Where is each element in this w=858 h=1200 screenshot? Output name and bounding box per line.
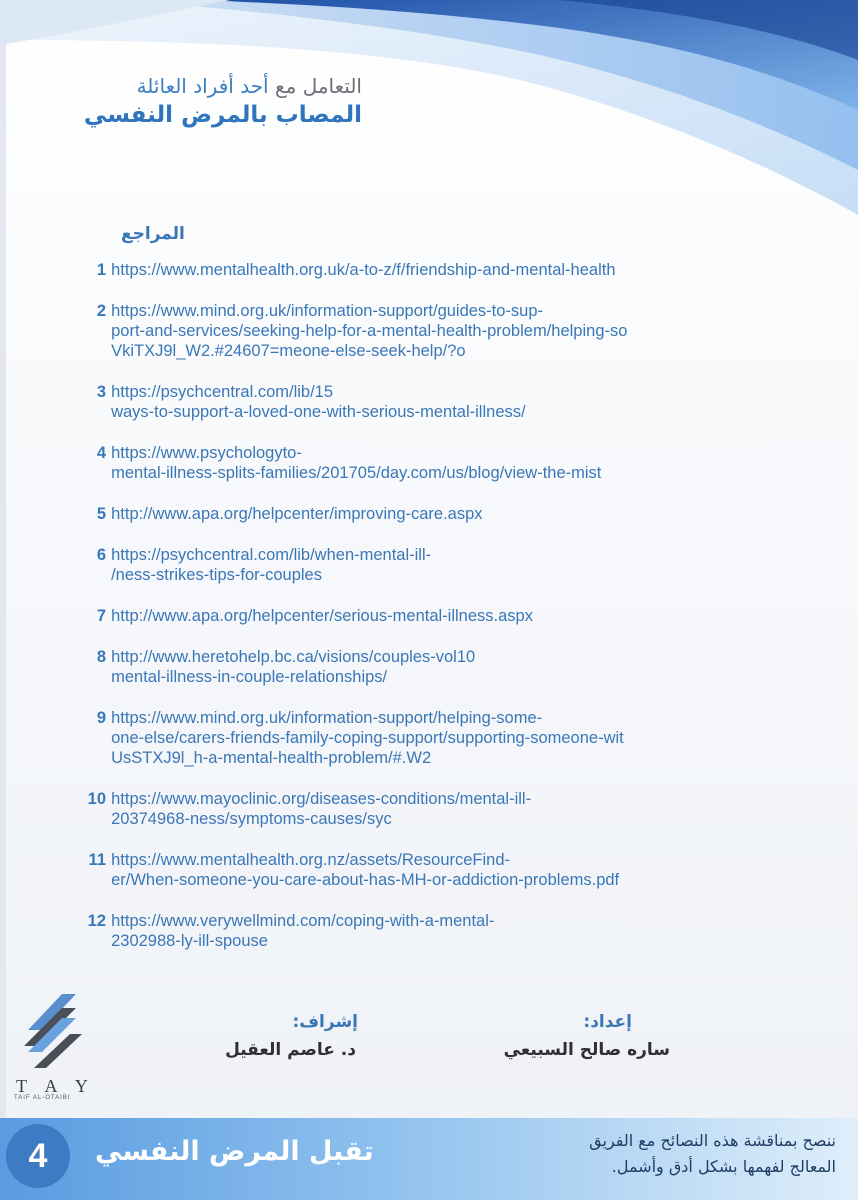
reference-link-line[interactable]: 20374968-ness/symptoms-causes/syc: [111, 810, 392, 828]
logo-letters: TAY: [16, 1076, 107, 1096]
reference-item: [84, 850, 804, 890]
reference-link-line[interactable]: http://www.heretohelp.bc.ca/visions/couples-vol10: [111, 648, 476, 666]
reference-link-line[interactable]: http://www.apa.org/helpcenter/serious-mental-illness.aspx: [111, 607, 533, 625]
reference-link-line[interactable]: https://psychcentral.com/lib/when-mental-ill-: [111, 546, 432, 564]
reference-link-line[interactable]: port-and-services/seeking-help-for-a-mental-health-problem/helping-so: [111, 322, 628, 340]
reference-link-line[interactable]: one-else/carers-friends-family-coping-support/supporting-someone-wit: [111, 729, 624, 747]
reference-link-line[interactable]: er/When-someone-you-care-about-has-MH-or-addiction-problems.pdf: [111, 871, 620, 889]
tay-logo: [14, 990, 107, 1101]
reference-link[interactable]: [111, 606, 533, 626]
reference-link[interactable]: [111, 911, 494, 951]
header-subtitle-part1: التعامل مع: [274, 74, 362, 98]
reference-number: 7: [96, 607, 106, 625]
reference-item: [84, 708, 804, 768]
reference-link-line[interactable]: https://www.mayoclinic.org/diseases-conditions/mental-ill-: [111, 790, 532, 808]
reference-number: 12: [87, 912, 106, 930]
document-header: [84, 74, 362, 128]
reference-number: 4: [96, 444, 106, 462]
reference-link-line[interactable]: https://www.mind.org.uk/information-support/guides-to-sup-: [111, 302, 544, 320]
footer-advice-line1: ننصح بمناقشة هذه النصائح مع الفريق: [589, 1131, 836, 1150]
reference-link-line[interactable]: https://www.mind.org.uk/information-support/helping-some-: [111, 709, 543, 727]
reference-item: [84, 260, 804, 280]
reference-item: [84, 545, 804, 585]
reference-link[interactable]: [111, 850, 619, 890]
prepared-by-label: إعداد:: [583, 1012, 632, 1032]
header-subtitle-part2: أحد أفراد العائلة: [136, 74, 269, 98]
reference-link[interactable]: [111, 708, 624, 768]
reference-number: 1: [96, 261, 106, 279]
reference-item: [84, 382, 804, 422]
reference-number: 6: [96, 546, 106, 564]
reference-link[interactable]: [111, 647, 475, 687]
page-number: 4: [6, 1124, 70, 1188]
reference-link-line[interactable]: /ness-strikes-tips-for-couples: [111, 566, 322, 584]
reference-link-line[interactable]: https://www.verywellmind.com/coping-with-a-mental-: [111, 912, 495, 930]
reference-item: [84, 911, 804, 951]
supervised-by-block: [225, 1012, 356, 1060]
reference-link-line[interactable]: https://www.mentalhealth.org.uk/a-to-z/f/friendship-and-mental-health: [111, 261, 616, 279]
prepared-by-name: ساره صالح السبيعي: [503, 1040, 670, 1060]
reference-number: 5: [96, 505, 106, 523]
footer-advice-line2: المعالج لفهمها بشكل أدق وأشمل.: [611, 1157, 836, 1176]
reference-link[interactable]: [111, 301, 627, 361]
supervised-by-name: د. عاصم العقيل: [225, 1040, 356, 1060]
reference-number: 3: [96, 383, 106, 401]
reference-link-line[interactable]: mental-illness-in-couple-relationships/: [111, 668, 388, 686]
reference-number: 11: [88, 851, 106, 869]
reference-link-line[interactable]: 2302988-ly-ill-spouse: [111, 932, 268, 950]
references-title: المراجع: [121, 224, 185, 244]
supervised-by-label: إشراف:: [292, 1012, 358, 1032]
reference-item: [84, 443, 804, 483]
reference-link-line[interactable]: https://www.mentalhealth.org.nz/assets/ResourceFind-: [111, 851, 511, 869]
reference-link[interactable]: [111, 504, 482, 524]
reference-number: 2: [96, 302, 106, 320]
logo-mark-icon: [14, 990, 84, 1070]
reference-link[interactable]: [111, 260, 615, 280]
header-subtitle: [84, 74, 362, 98]
reference-link-line[interactable]: https://psychcentral.com/lib/15: [111, 383, 334, 401]
logo-subtitle: TAIF AL-OTAIBI: [14, 1095, 71, 1101]
reference-link-line[interactable]: https://www.psychologyto-: [111, 444, 302, 462]
reference-link-line[interactable]: VkiTXJ9l_W2.#24607=meone-else-seek-help/?o: [111, 342, 466, 360]
reference-item: [84, 301, 804, 361]
reference-link-line[interactable]: mental-illness-splits-families/201705/day.com/us/blog/view-the-mist: [111, 464, 602, 482]
footer-advice: [589, 1128, 836, 1180]
reference-link-line[interactable]: UsSTXJ9l_h-a-mental-health-problem/#.W2: [111, 749, 432, 767]
reference-link[interactable]: [111, 789, 531, 829]
references-list: [84, 260, 804, 972]
reference-link[interactable]: [111, 545, 431, 585]
reference-item: [84, 606, 804, 626]
reference-link[interactable]: [111, 443, 601, 483]
header-title: المصاب بالمرض النفسي: [83, 102, 362, 128]
reference-item: [84, 647, 804, 687]
reference-item: [84, 504, 804, 524]
prepared-by-block: [504, 1012, 670, 1060]
reference-link[interactable]: [111, 382, 525, 422]
reference-number: 9: [96, 709, 106, 727]
footer-title: تقبل المرض النفسي: [95, 1136, 374, 1167]
reference-link-line[interactable]: http://www.apa.org/helpcenter/improving-care.aspx: [111, 505, 483, 523]
reference-number: 10: [87, 790, 106, 808]
reference-number: 8: [96, 648, 106, 666]
reference-link-line[interactable]: ways-to-support-a-loved-one-with-serious-mental-illness/: [111, 403, 526, 421]
reference-item: [84, 789, 804, 829]
